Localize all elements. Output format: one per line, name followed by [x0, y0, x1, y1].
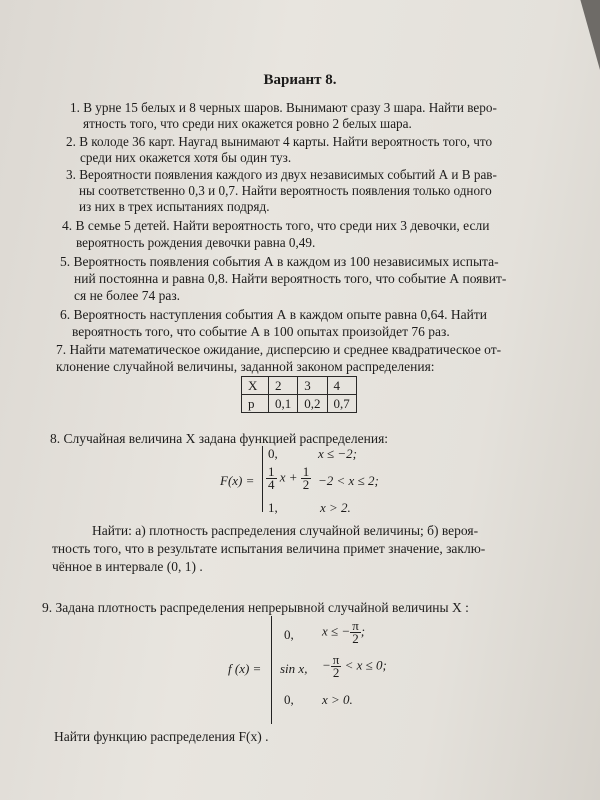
formula-8-case2-condition: −2 < x ≤ 2;	[318, 473, 379, 488]
formula-9-lhs: f (x) =	[228, 661, 262, 676]
formula-8-brace	[262, 446, 263, 512]
problem-5-line-3: ся не более 74 раз.	[74, 288, 181, 303]
problem-5-line-2: ний постоянна и равна 0,8. Найти вероятность того, что событие А появит-	[74, 271, 507, 286]
formula-9-case3-condition: x > 0.	[322, 692, 353, 707]
problem-4-line-1: 4. В семье 5 детей. Найти вероятность того, что среди них 3 девочки, если	[62, 218, 490, 233]
table-cell: 0,1	[269, 395, 298, 413]
formula-8-case1-condition: x ≤ −2;	[318, 446, 358, 461]
page-title: Вариант 8.	[263, 72, 337, 88]
problem-9-line-1: 9. Задана плотность распределения непрерывной случайной величины X :	[42, 600, 469, 615]
formula-9-case1-condition: x ≤ − $\frac{\pi}{2}$ ;	[322, 618, 366, 646]
table-cell: 0,7	[327, 395, 356, 413]
table-cell: p	[242, 395, 269, 413]
table-cell: 2	[269, 377, 298, 395]
problem-2-line-2: среди них окажется хотя бы один туз.	[80, 150, 292, 165]
problem-3-line-1: 3. Вероятности появления каждого из двух независимых событий А и В рав-	[66, 167, 497, 182]
formula-9-case2-value: sin x,	[280, 661, 308, 676]
formula-8-case2-expression: $\frac{1}{4}$ x + $\frac{1}{2}$	[268, 464, 310, 492]
table-cell: 0,2	[298, 395, 327, 413]
problem-3-line-2: ны соответственно 0,3 и 0,7. Найти вероятность появления только одного	[79, 183, 492, 198]
background-corner	[572, 0, 600, 70]
formula-8-case3-value: 1,	[268, 500, 278, 515]
formula-9-case1-value: 0,	[284, 627, 294, 642]
problem-8-task-line-2: тность того, что в результате испытания величина примет значение, заклю-	[52, 541, 486, 556]
table-cell: 3	[298, 377, 327, 395]
table-cell: X	[242, 377, 269, 395]
problem-2-line-1: 2. В колоде 36 карт. Наугад вынимают 4 карты. Найти вероятность того, что	[66, 134, 493, 149]
problem-7-line-2: клонение случайной величины, заданной законом распределения:	[56, 359, 435, 374]
distribution-table	[241, 376, 357, 413]
problem-1-line-1: 1. В урне 15 белых и 8 черных шаров. Вынимают сразу 3 шара. Найти веро-	[70, 100, 497, 115]
formula-9-brace	[271, 616, 272, 724]
problem-6-line-2: вероятность того, что событие А в 100 опытах произойдет 76 раз.	[72, 324, 450, 339]
problem-3-line-3: из них в трех испытаниях подряд.	[79, 199, 270, 214]
problem-8-line-1: 8. Случайная величина X задана функцией распределения:	[50, 431, 389, 446]
problem-8-task-line-1: Найти: а) плотность распределения случайной величины; б) вероя-	[92, 523, 479, 538]
table-row	[242, 377, 357, 395]
problem-1-line-2: ятность того, что среди них окажется ровно 2 белых шара.	[83, 116, 412, 131]
problem-9-task: Найти функцию распределения F(x) .	[54, 729, 269, 744]
formula-9-case3-value: 0,	[284, 692, 294, 707]
table-cell: 4	[327, 377, 356, 395]
problem-5-line-1: 5. Вероятность появления события А в каждом из 100 независимых испыта-	[60, 254, 499, 269]
formula-8-lhs: F(x) =	[220, 473, 255, 488]
problem-7-line-1: 7. Найти математическое ожидание, дисперсию и среднее квадратическое от-	[56, 342, 502, 357]
problem-4-line-2: вероятность рождения девочки равна 0,49.	[76, 235, 316, 250]
formula-9-case2-condition: − $\frac{\pi}{2}$ < x ≤ 0;	[322, 652, 387, 680]
formula-8-case3-condition: x > 2.	[320, 500, 351, 515]
problem-8-task-line-3: чённое в интервале (0, 1) .	[52, 559, 203, 574]
table-row	[242, 395, 357, 413]
problem-6-line-1: 6. Вероятность наступления события А в каждом опыте равна 0,64. Найти	[60, 307, 487, 322]
formula-8-case1-value: 0,	[268, 446, 278, 461]
